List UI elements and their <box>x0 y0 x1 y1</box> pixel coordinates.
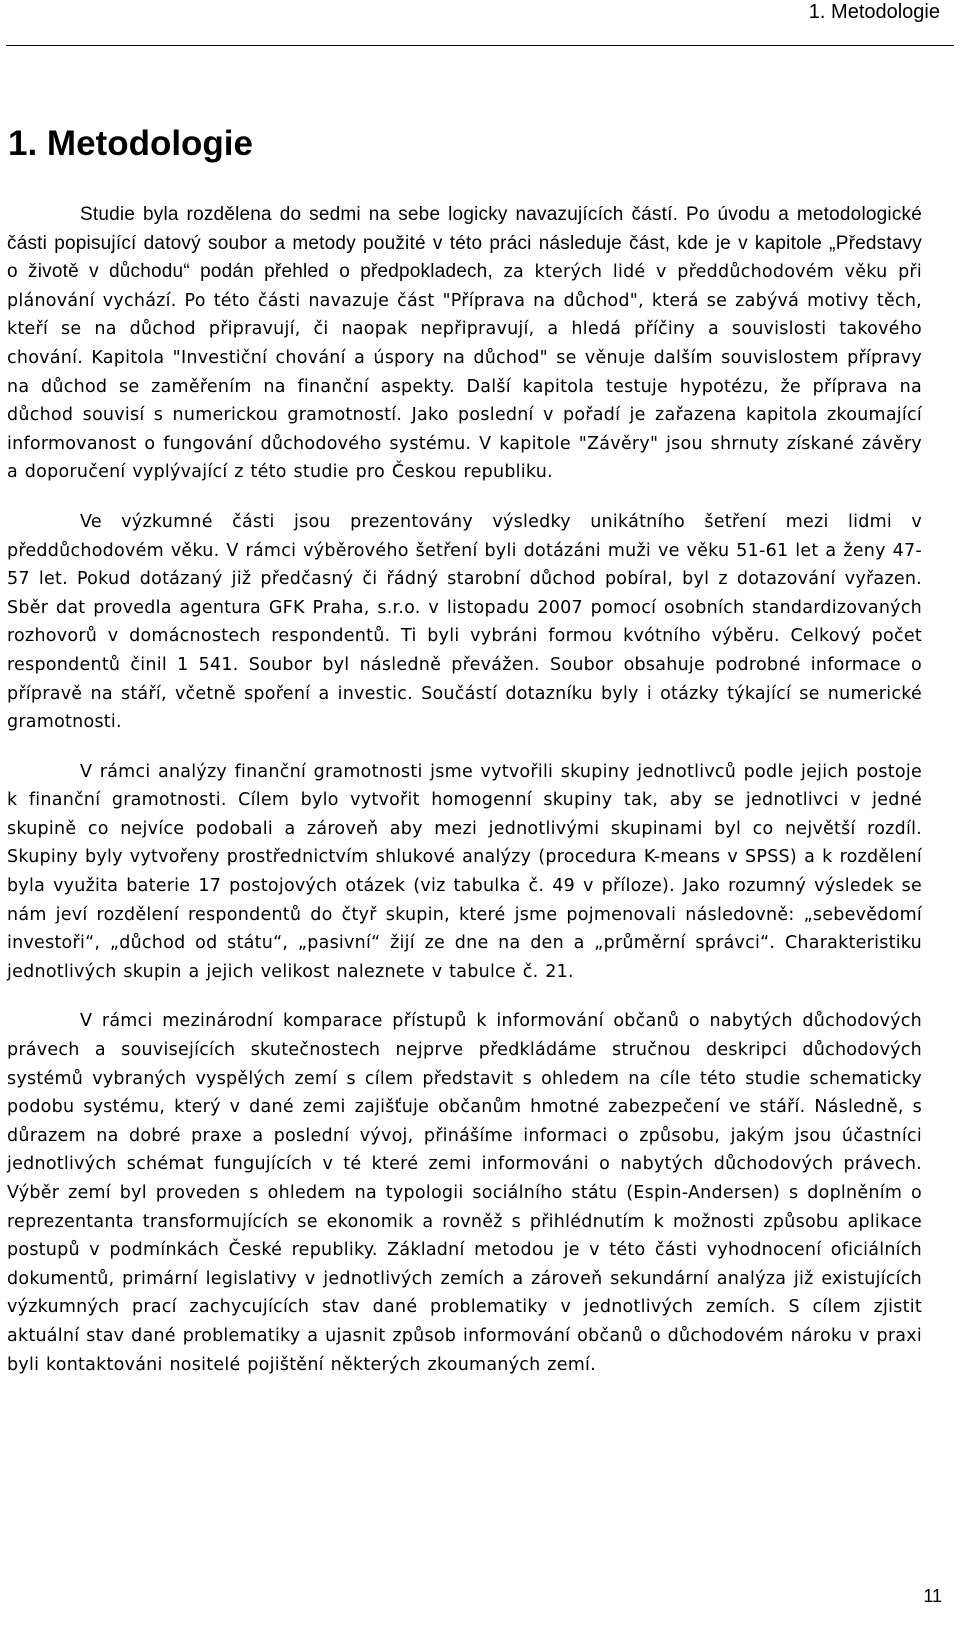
running-header: 1. Metodologie <box>808 1 940 23</box>
paragraph-research: Ve výzkumné části jsou prezentovány výsledky unikátního šetření mezi lidmi v předdůchodovém věku. V rámci výběrového šetření byli dotázáni muži ve věku 51-61 let a ženy 47-57 let. Pokud dotázaný již předčasný či řádný starobní důchod pobíral, byl z dotazování vyřazen. Sběr dat provedla agentura GFK Praha, s.r.o. v listopadu 2007 pomocí osobních standardizovaných rozhovorů v domácnostech respondentů. Ti byli vybráni formou kvótního výběru. Celkový počet respondentů činil 1 541. Soubor byl následně převážen. Soubor obsahuje podrobné informace o přípravě na stáří, včetně spoření a investic. Součástí dotazníku byly i otázky týkající se numerické gramotnosti. <box>7 511 922 733</box>
paragraph-financial-literacy: V rámci analýzy finanční gramotnosti jsme vytvořili skupiny jednotlivců podle jejich postoje k finanční gramotnosti. Cílem bylo vytvořit homogenní skupiny tak, aby se jednotlivci v jedné skupině co nejvíce podobali a zároveň aby mezi jednotlivými skupinami byl co největší rozdíl. Skupiny byly vytvořeny prostřednictvím shlukové analýzy (procedura K-means v SPSS) a k rozdělení byla využita baterie 17 postojových otázek (viz tabulka č. 49 v příloze). Jako rozumný výsledek se nám jeví rozdělení respondentů do čtyř skupin, které jsme pojmenovali následovně: „sebevědomí investoři“, „důchod od státu“, „pasivní“ žijí ze dne na den a „průměrní správci“. Charakteristiku jednotlivých skupin a jejich velikost naleznete v tabulce č. 21. <box>7 761 922 982</box>
page-number: 11 <box>923 1586 942 1606</box>
header-divider <box>6 45 954 46</box>
paragraph-international-comparison: V rámci mezinárodní komparace přístupů k informování občanů o nabytých důchodových právech a souvisejících skutečnostech nejprve předkládáme stručnou deskripci důchodových systémů vybraných vyspělých zemí s cílem představit s ohledem na cíle této studie schematicky podobu systému, který v dané zemi zajišťuje občanům hmotné zabezpečení ve stáří. Následně, s důrazem na dobré praxe a poslední vývoj, přinášíme informaci o způsobu, jakým jsou účastníci jednotlivých schémat fungujících v té které zemi informováni o nabytých důchodových právech. Výběr zemí byl proveden s ohledem na typologii sociálního státu (Espin-Andersen) s doplněním o reprezentanta transformujících se ekonomik a rovněž s přihlédnutím k možnosti způsobu aplikace postupů v podmínkách České republiky. Základní metodou je v této části vyhodnocení oficiálních dokumentů, primární legislativy v jednotlivých zemích a zároveň sekundární analýza již existujících výzkumných prací zachycujících stav dané problematiky v jednotlivých zemích. S cílem zjistit aktuální stav dané problematiky a ujasnit způsob informování občanů o důchodovém nároku v praxi byli kontaktováni nositelé pojištění některých zkoumaných zemí. <box>7 1011 922 1375</box>
chapter-title: 1. Metodologie <box>8 124 253 163</box>
paragraph-structure-rest: za kterých lidé v předdůchodovém věku při plánování vychází. Po této části navazuje část "Příprava na důchod", která se zabývá motivy těch, kteří se na důchod připravují, či naopak nepřipravují, a hledá příčiny a souvislosti takového chování. Kapitola "Investiční chování a úspory na důchod" se věnuje dalším souvislostem přípravy na důchod se zaměřením na finanční aspekty. Další kapitola testuje hypotézu, že příprava na důchod souvisí s numerickou gramotností. Jako poslední v pořadí je zařazena kapitola zkoumající informovanost o fungování důchodového systému. V kapitole "Závěry" jsou shrnuty získané závěry a doporučení vyplývající z této studie pro Českou republiku. <box>7 262 922 483</box>
paragraph-structure <box>7 201 922 487</box>
body-text <box>7 201 922 1400</box>
paragraph-structure-lead: Studie byla rozdělena do sedmi na sebe logicky navazujících částí. Po úvodu a metodologické části popisující datový soubor a metody použité v této práci následuje část, kde je v kapitole „Představy o životě v důchodu“ podán přehled o předpokladech, <box>7 204 922 283</box>
